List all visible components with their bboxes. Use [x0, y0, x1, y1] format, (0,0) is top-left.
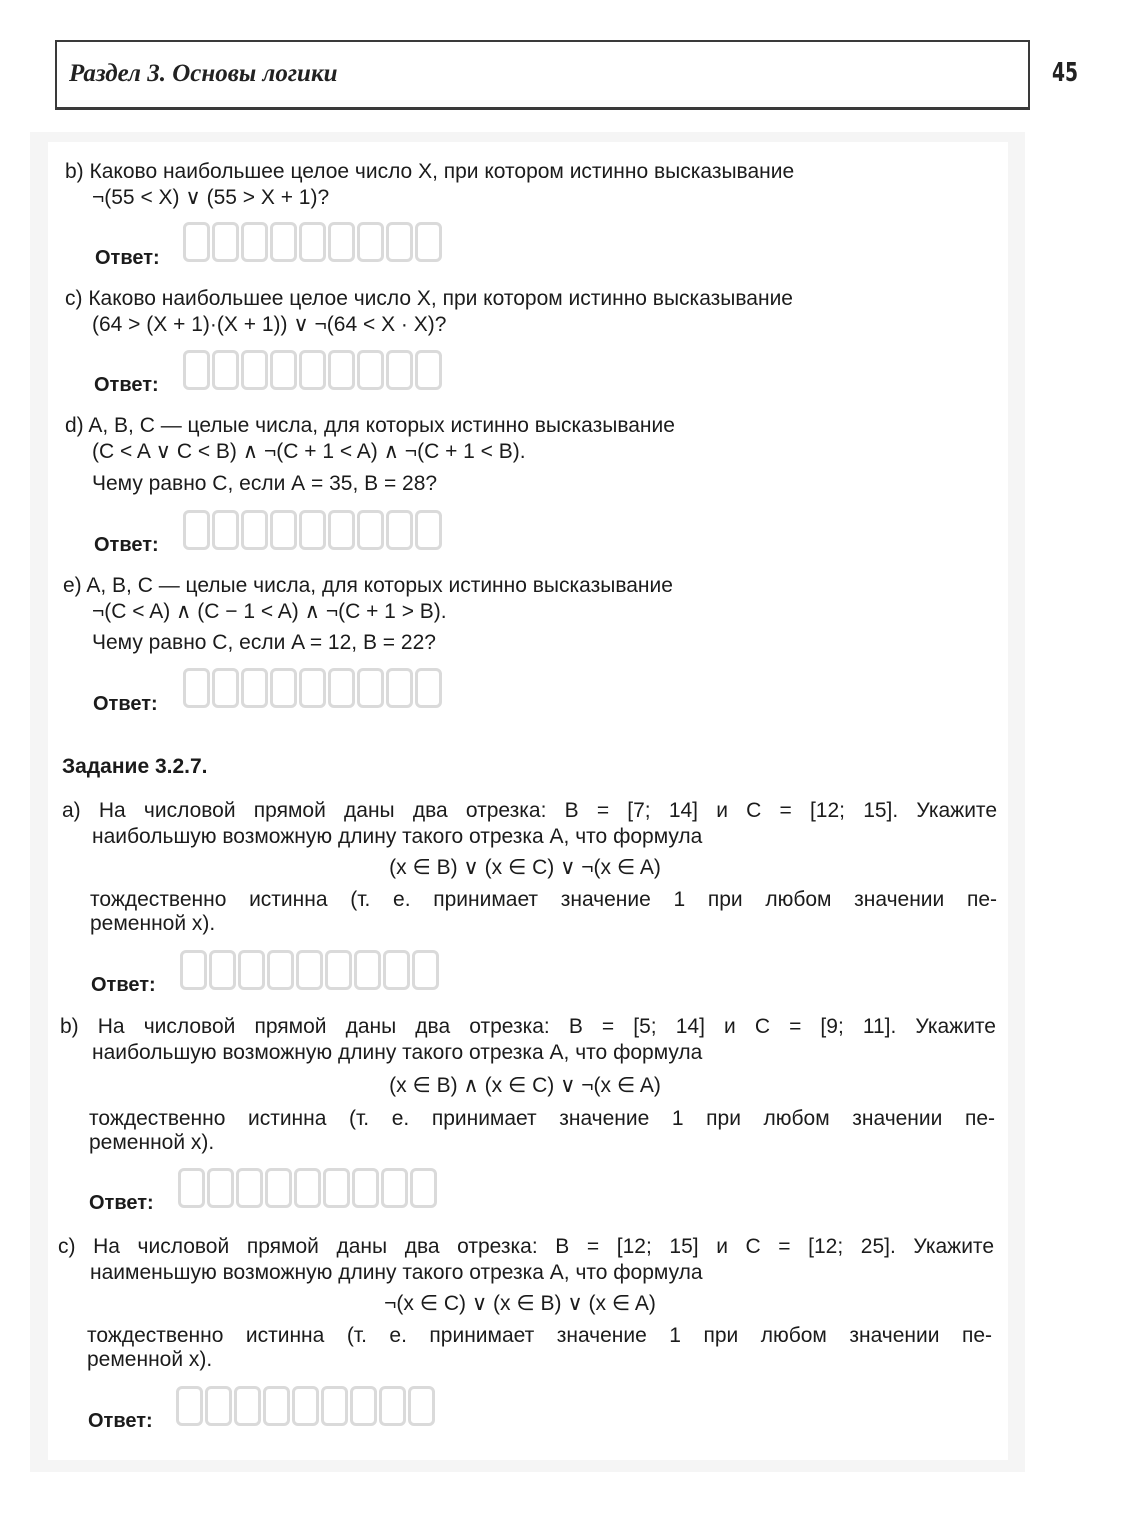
answer-cell[interactable]: [328, 350, 355, 390]
problem-d-line-3: Чему равно С, если А = 35, В = 28?: [92, 472, 438, 495]
answer-cell[interactable]: [386, 510, 413, 550]
task-c-line-3: тождественно истинна (т. е. принимает значение 1 при любом значении пе-: [87, 1324, 992, 1347]
answer-cell[interactable]: [383, 950, 410, 990]
answer-cell[interactable]: [212, 222, 239, 262]
task-heading: Задание 3.2.7.: [62, 755, 208, 778]
answer-cell[interactable]: [236, 1168, 263, 1208]
answer-cell[interactable]: [241, 222, 268, 262]
task-a-line-3: тождественно истинна (т. е. принимает значение 1 при любом значении пе-: [90, 888, 997, 911]
task-a-line-1: a) На числовой прямой даны два отрезка: B = [7; 14] и C = [12; 15]. Укажите: [62, 799, 997, 822]
task-c-line-2: наименьшую возможную длину такого отрезка A, что формула: [90, 1261, 703, 1284]
task-c-formula: ¬(x ∈ C) ∨ (x ∈ B) ∨ (x ∈ A): [384, 1292, 656, 1315]
task-b-line-4: ременной x).: [89, 1131, 215, 1154]
answer-input[interactable]: [183, 222, 442, 262]
answer-cell[interactable]: [183, 510, 210, 550]
task-b-formula: (x ∈ B) ∧ (x ∈ C) ∨ ¬(x ∈ A): [389, 1074, 661, 1097]
answer-label: Ответ:: [93, 693, 158, 715]
answer-cell[interactable]: [270, 510, 297, 550]
answer-cell[interactable]: [267, 950, 294, 990]
section-header: [55, 40, 1030, 110]
answer-cell[interactable]: [270, 222, 297, 262]
answer-cell[interactable]: [357, 350, 384, 390]
answer-cell[interactable]: [299, 510, 326, 550]
answer-cell[interactable]: [241, 510, 268, 550]
answer-cell[interactable]: [180, 950, 207, 990]
problem-b-line-1: b) Каково наибольшее целое число X, при котором истинно высказывание: [65, 160, 795, 183]
problem-c-line-2: (64 > (X + 1)·(X + 1)) ∨ ¬(64 < X · X)?: [92, 313, 447, 336]
answer-label: Ответ:: [95, 247, 160, 269]
answer-input[interactable]: [183, 510, 442, 550]
answer-cell[interactable]: [415, 350, 442, 390]
problem-d-line-2: (C < A ∨ C < B) ∧ ¬(C + 1 < A) ∧ ¬(C + 1 < B).: [92, 440, 526, 463]
answer-cell[interactable]: [299, 668, 326, 708]
answer-cell[interactable]: [328, 510, 355, 550]
answer-cell[interactable]: [241, 350, 268, 390]
problem-e-line-3: Чему равно C, если A = 12, B = 22?: [92, 631, 436, 654]
answer-cell[interactable]: [183, 222, 210, 262]
problem-e-line-2: ¬(C < A) ∧ (C − 1 < A) ∧ ¬(C + 1 > B).: [92, 600, 447, 623]
page-number: 45: [1052, 58, 1079, 88]
answer-cell[interactable]: [379, 1386, 406, 1426]
answer-cell[interactable]: [410, 1168, 437, 1208]
answer-cell[interactable]: [408, 1386, 435, 1426]
answer-cell[interactable]: [354, 950, 381, 990]
answer-input[interactable]: [176, 1386, 435, 1426]
answer-input[interactable]: [180, 950, 439, 990]
answer-cell[interactable]: [294, 1168, 321, 1208]
answer-cell[interactable]: [265, 1168, 292, 1208]
answer-cell[interactable]: [292, 1386, 319, 1426]
answer-cell[interactable]: [209, 950, 236, 990]
answer-cell[interactable]: [270, 350, 297, 390]
answer-cell[interactable]: [328, 668, 355, 708]
answer-cell[interactable]: [263, 1386, 290, 1426]
problem-b-line-2: ¬(55 < X) ∨ (55 > X + 1)?: [92, 186, 330, 209]
answer-cell[interactable]: [357, 668, 384, 708]
answer-cell[interactable]: [415, 668, 442, 708]
answer-label: Ответ:: [91, 974, 156, 996]
answer-cell[interactable]: [357, 222, 384, 262]
answer-cell[interactable]: [212, 350, 239, 390]
answer-label: Ответ:: [94, 534, 159, 556]
answer-cell[interactable]: [325, 950, 352, 990]
answer-cell[interactable]: [386, 222, 413, 262]
answer-cell[interactable]: [328, 222, 355, 262]
section-title: Раздел 3. Основы логики: [69, 60, 338, 87]
task-c-line-4: ременной x).: [87, 1348, 213, 1371]
task-b-line-2: наибольшую возможную длину такого отрезка A, что формула: [92, 1041, 703, 1064]
answer-cell[interactable]: [357, 510, 384, 550]
problem-c-line-1: c) Каково наибольшее целое число X, при котором истинно высказывание: [65, 287, 793, 310]
answer-cell[interactable]: [299, 222, 326, 262]
answer-cell[interactable]: [205, 1386, 232, 1426]
answer-cell[interactable]: [212, 510, 239, 550]
answer-input[interactable]: [178, 1168, 437, 1208]
answer-cell[interactable]: [350, 1386, 377, 1426]
task-c-line-1: c) На числовой прямой даны два отрезка: B = [12; 15] и C = [12; 25]. Укажите: [58, 1235, 994, 1258]
answer-cell[interactable]: [299, 350, 326, 390]
answer-cell[interactable]: [176, 1386, 203, 1426]
answer-label: Ответ:: [88, 1410, 153, 1432]
answer-cell[interactable]: [296, 950, 323, 990]
answer-cell[interactable]: [238, 950, 265, 990]
answer-cell[interactable]: [178, 1168, 205, 1208]
answer-cell[interactable]: [323, 1168, 350, 1208]
task-b-line-1: b) На числовой прямой даны два отрезка: B = [5; 14] и C = [9; 11]. Укажите: [60, 1015, 996, 1038]
answer-cell[interactable]: [321, 1386, 348, 1426]
answer-cell[interactable]: [381, 1168, 408, 1208]
answer-cell[interactable]: [386, 350, 413, 390]
answer-cell[interactable]: [352, 1168, 379, 1208]
problem-d-line-1: d) A, B, C — целые числа, для которых истинно высказывание: [65, 414, 675, 437]
answer-cell[interactable]: [415, 510, 442, 550]
task-b-line-3: тождественно истинна (т. е. принимает значение 1 при любом значении пе-: [89, 1107, 995, 1130]
task-a-line-2: наибольшую возможную длину такого отрезка A, что формула: [92, 825, 703, 848]
answer-cell[interactable]: [207, 1168, 234, 1208]
answer-cell[interactable]: [234, 1386, 261, 1426]
answer-cell[interactable]: [183, 668, 210, 708]
problem-e-line-1: e) A, B, C — целые числа, для которых истинно высказывание: [63, 574, 673, 597]
answer-input[interactable]: [183, 350, 442, 390]
answer-label: Ответ:: [89, 1192, 154, 1214]
answer-cell[interactable]: [270, 668, 297, 708]
task-a-formula: (x ∈ B) ∨ (x ∈ C) ∨ ¬(x ∈ A): [389, 856, 661, 879]
task-a-line-4: ременной x).: [90, 912, 216, 935]
answer-cell[interactable]: [412, 950, 439, 990]
answer-label: Ответ:: [94, 374, 159, 396]
answer-input[interactable]: [183, 668, 442, 708]
answer-cell[interactable]: [415, 222, 442, 262]
answer-cell[interactable]: [183, 350, 210, 390]
answer-cell[interactable]: [241, 668, 268, 708]
answer-cell[interactable]: [212, 668, 239, 708]
answer-cell[interactable]: [386, 668, 413, 708]
